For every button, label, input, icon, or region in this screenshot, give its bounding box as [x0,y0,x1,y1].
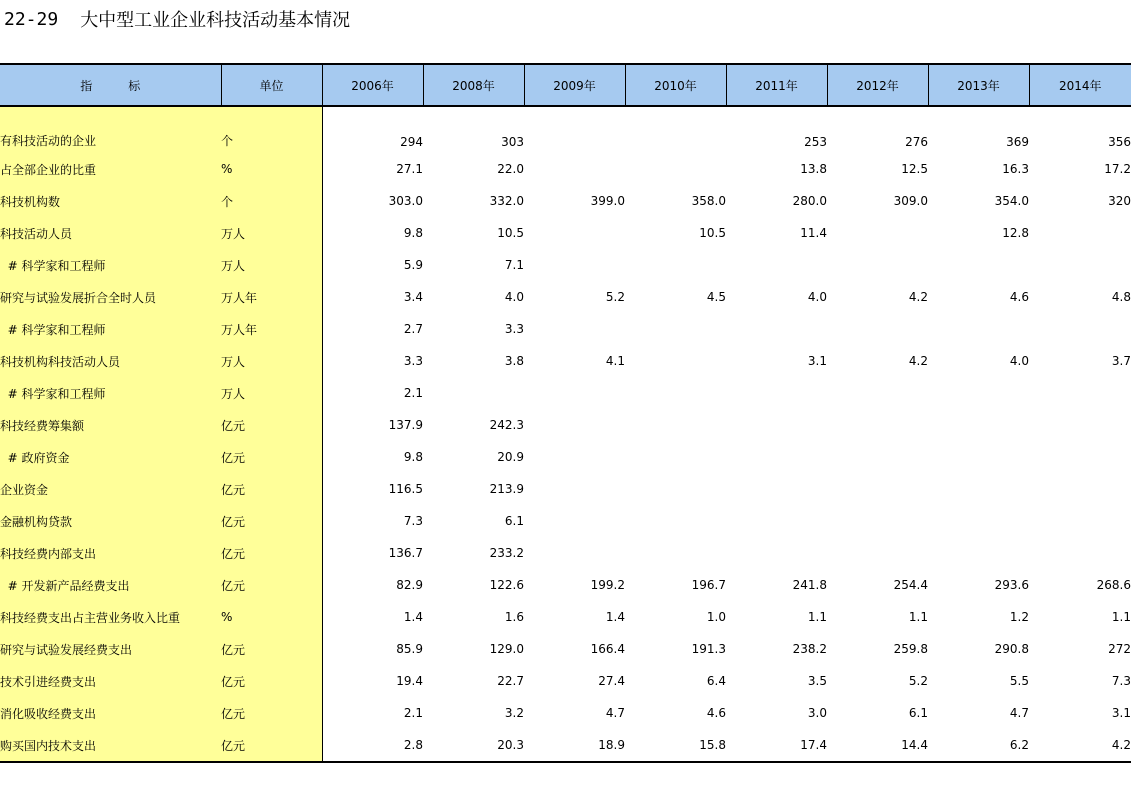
cell-value [1029,505,1131,537]
table-row [0,409,1131,441]
cell-value: 290.8 [994,642,1029,656]
cell-value: 369 [1006,135,1029,149]
table-body [0,106,1131,762]
cell-value: 276 [905,135,928,149]
cell-value [524,217,625,249]
cell-value: 9.8 [403,226,423,240]
table-number: 22-29 [4,8,59,30]
cell-value: 3.5 [807,674,827,688]
row-unit: 个 [221,106,322,153]
cell-value: 332.0 [489,194,524,208]
row-indicator: 消化吸收经费支出 [0,697,221,729]
cell-value: 4.6 [706,706,726,720]
table-row [0,217,1131,249]
row-unit: % [221,601,322,633]
cell-value [625,313,726,345]
row-unit: 亿元 [221,409,322,441]
cell-value [625,505,726,537]
cell-value [726,409,827,441]
cell-value [625,473,726,505]
cell-value [928,537,1029,569]
cell-value: 241.8 [792,578,827,592]
row-indicator: # 科学家和工程师 [0,377,221,409]
table-row [0,185,1131,217]
cell-value [625,249,726,281]
row-indicator: # 科学家和工程师 [0,313,221,345]
cell-value [928,377,1029,409]
cell-value [1029,217,1131,249]
cell-value [524,377,625,409]
cell-value: 122.6 [489,578,524,592]
row-indicator: # 政府资金 [0,441,221,473]
row-indicator: 科技机构科技活动人员 [0,345,221,377]
row-indicator: 占全部企业的比重 [0,153,221,185]
cell-value: 12.5 [901,162,928,176]
cell-value: 272 [1108,642,1131,656]
row-unit: % [221,153,322,185]
cell-value: 2.8 [322,729,423,762]
cell-value: 191.3 [691,642,726,656]
cell-value: 136.7 [388,546,423,560]
table-row [0,697,1131,729]
cell-value [1029,377,1131,409]
table-row [0,601,1131,633]
cell-value: 12.8 [1002,226,1029,240]
cell-value: 10.5 [497,226,524,240]
cell-value: 5.9 [403,258,423,272]
cell-value: 19.4 [396,674,423,688]
page-title [4,6,350,32]
indicator-header-char-2: 标 [128,78,141,93]
table-row [0,313,1131,345]
row-unit: 万人 [221,345,322,377]
cell-value: 3.7 [1111,354,1131,368]
cell-value [1029,409,1131,441]
cell-value: 4.2 [1029,729,1131,762]
cell-value: 1.0 [706,610,726,624]
cell-value [928,409,1029,441]
row-unit: 亿元 [221,633,322,665]
cell-value [827,441,928,473]
cell-value: 6.1 [908,706,928,720]
cell-value: 1.1 [807,610,827,624]
cell-value [928,505,1029,537]
cell-value [928,441,1029,473]
cell-value: 293.6 [994,578,1029,592]
cell-value [625,441,726,473]
cell-value [625,106,726,153]
row-unit: 亿元 [221,441,322,473]
table-row [0,441,1131,473]
row-indicator: 技术引进经费支出 [0,665,221,697]
cell-value: 17.2 [1104,162,1131,176]
cell-value: 7.3 [403,514,423,528]
column-header-year: 2012年 [827,64,928,106]
cell-value [1029,537,1131,569]
cell-value: 82.9 [396,578,423,592]
row-indicator: 科技经费内部支出 [0,537,221,569]
cell-value [625,377,726,409]
row-indicator: 科技活动人员 [0,217,221,249]
cell-value: 11.4 [800,226,827,240]
cell-value [524,106,625,153]
table-row [0,537,1131,569]
cell-value: 27.4 [598,674,625,688]
cell-value: 4.0 [504,290,524,304]
cell-value [625,537,726,569]
cell-value: 2.1 [403,386,423,400]
cell-value [726,377,827,409]
cell-value: 2.7 [403,322,423,336]
cell-value: 5.2 [605,290,625,304]
cell-value [524,505,625,537]
cell-value [726,505,827,537]
table-row [0,505,1131,537]
cell-value: 85.9 [396,642,423,656]
table-row [0,153,1131,185]
cell-value: 1.4 [403,610,423,624]
cell-value: 280.0 [792,194,827,208]
cell-value [827,313,928,345]
cell-value: 1.6 [504,610,524,624]
cell-value [524,409,625,441]
cell-value: 233.2 [489,546,524,560]
row-unit: 亿元 [221,473,322,505]
cell-value: 253 [804,135,827,149]
cell-value: 5.5 [1009,674,1029,688]
row-unit: 个 [221,185,322,217]
cell-value: 20.9 [497,450,524,464]
table-row [0,569,1131,601]
cell-value [726,249,827,281]
table-row [0,633,1131,665]
cell-value [726,441,827,473]
cell-value: 4.8 [1111,290,1131,304]
cell-value: 4.0 [1009,354,1029,368]
cell-value: 303.0 [388,194,423,208]
cell-value: 354.0 [994,194,1029,208]
cell-value: 3.8 [504,354,524,368]
cell-value: 196.7 [691,578,726,592]
cell-value [1029,249,1131,281]
cell-value: 137.9 [388,418,423,432]
row-indicator: 科技经费支出占主营业务收入比重 [0,601,221,633]
cell-value: 6.4 [706,674,726,688]
cell-value [827,217,928,249]
cell-value [1029,441,1131,473]
cell-value [524,441,625,473]
cell-value [524,153,625,185]
cell-value [928,249,1029,281]
cell-value [827,537,928,569]
cell-value: 22.0 [497,162,524,176]
cell-value [625,409,726,441]
cell-value: 6.2 [928,729,1029,762]
cell-value [625,153,726,185]
cell-value: 259.8 [893,642,928,656]
cell-value: 268.6 [1096,578,1131,592]
cell-value: 1.4 [605,610,625,624]
row-unit: 万人年 [221,313,322,345]
cell-value: 16.3 [1002,162,1029,176]
cell-value [1029,473,1131,505]
cell-value [827,377,928,409]
column-header-year: 2014年 [1029,64,1131,106]
table-row [0,345,1131,377]
row-unit: 万人 [221,217,322,249]
cell-value: 4.2 [908,354,928,368]
cell-value: 4.7 [605,706,625,720]
indicator-header-char-1: 指 [80,78,93,93]
cell-value: 14.4 [827,729,928,762]
row-indicator: # 科学家和工程师 [0,249,221,281]
cell-value: 27.1 [396,162,423,176]
row-indicator: 科技经费筹集额 [0,409,221,441]
cell-value: 399.0 [590,194,625,208]
cell-value: 7.3 [1111,674,1131,688]
cell-value: 1.1 [908,610,928,624]
cell-value: 4.0 [807,290,827,304]
cell-value [524,249,625,281]
cell-value [524,537,625,569]
row-indicator: 有科技活动的企业 [0,106,221,153]
cell-value: 238.2 [792,642,827,656]
cell-value: 303 [501,135,524,149]
cell-value [524,473,625,505]
row-unit: 万人 [221,249,322,281]
table-row [0,665,1131,697]
cell-value: 166.4 [590,642,625,656]
cell-value: 9.8 [403,450,423,464]
cell-value: 356 [1108,135,1131,149]
cell-value [726,473,827,505]
cell-value: 4.6 [1009,290,1029,304]
row-unit: 亿元 [221,665,322,697]
cell-value: 320 [1108,194,1131,208]
cell-value: 6.1 [504,514,524,528]
cell-value: 116.5 [388,482,423,496]
cell-value [524,313,625,345]
column-header-year: 2006年 [322,64,423,106]
table-row [0,473,1131,505]
row-unit: 万人 [221,377,322,409]
cell-value: 10.5 [699,226,726,240]
column-header-year: 2011年 [726,64,827,106]
cell-value: 3.3 [504,322,524,336]
cell-value: 1.2 [1009,610,1029,624]
cell-value: 20.3 [423,729,524,762]
row-indicator: 企业资金 [0,473,221,505]
cell-value [625,345,726,377]
cell-value [827,409,928,441]
row-unit: 亿元 [221,697,322,729]
cell-value: 15.8 [625,729,726,762]
table-row [0,106,1131,153]
row-unit: 亿元 [221,505,322,537]
cell-value: 17.4 [726,729,827,762]
cell-value: 199.2 [590,578,625,592]
row-indicator: 科技机构数 [0,185,221,217]
cell-value: 2.1 [403,706,423,720]
cell-value: 3.1 [807,354,827,368]
table-row [0,377,1131,409]
cell-value [1029,313,1131,345]
row-unit: 亿元 [221,569,322,601]
cell-value: 213.9 [489,482,524,496]
column-header-year: 2008年 [423,64,524,106]
cell-value: 294 [400,135,423,149]
cell-value: 4.2 [908,290,928,304]
row-indicator: 金融机构贷款 [0,505,221,537]
cell-value [827,473,928,505]
data-table [0,63,1131,763]
cell-value [827,249,928,281]
row-unit: 亿元 [221,729,322,762]
cell-value: 18.9 [524,729,625,762]
row-indicator: 购买国内技术支出 [0,729,221,762]
column-header-year: 2010年 [625,64,726,106]
cell-value: 3.1 [1111,706,1131,720]
column-header-year: 2013年 [928,64,1029,106]
column-header-indicator [0,64,221,106]
cell-value: 22.7 [497,674,524,688]
table-title: 大中型工业企业科技活动基本情况 [80,10,351,31]
cell-value [827,505,928,537]
column-header-year: 2009年 [524,64,625,106]
cell-value: 7.1 [504,258,524,272]
cell-value: 358.0 [691,194,726,208]
cell-value: 3.4 [403,290,423,304]
table-row [0,249,1131,281]
cell-value: 129.0 [489,642,524,656]
cell-value: 1.1 [1111,610,1131,624]
cell-value: 5.2 [908,674,928,688]
row-indicator: # 开发新产品经费支出 [0,569,221,601]
cell-value: 254.4 [893,578,928,592]
cell-value: 3.2 [504,706,524,720]
row-unit: 万人年 [221,281,322,313]
cell-value [726,313,827,345]
cell-value: 13.8 [800,162,827,176]
cell-value: 3.0 [807,706,827,720]
table-row [0,729,1131,762]
cell-value [726,537,827,569]
header-row [0,64,1131,106]
cell-value: 3.3 [403,354,423,368]
cell-value: 4.1 [605,354,625,368]
cell-value: 242.3 [489,418,524,432]
cell-value: 4.5 [706,290,726,304]
cell-value [928,313,1029,345]
row-indicator: 研究与试验发展折合全时人员 [0,281,221,313]
cell-value: 4.7 [1009,706,1029,720]
cell-value [423,377,524,409]
column-header-unit: 单位 [221,64,322,106]
table-row [0,281,1131,313]
row-unit: 亿元 [221,537,322,569]
cell-value [928,473,1029,505]
cell-value: 309.0 [893,194,928,208]
row-indicator: 研究与试验发展经费支出 [0,633,221,665]
